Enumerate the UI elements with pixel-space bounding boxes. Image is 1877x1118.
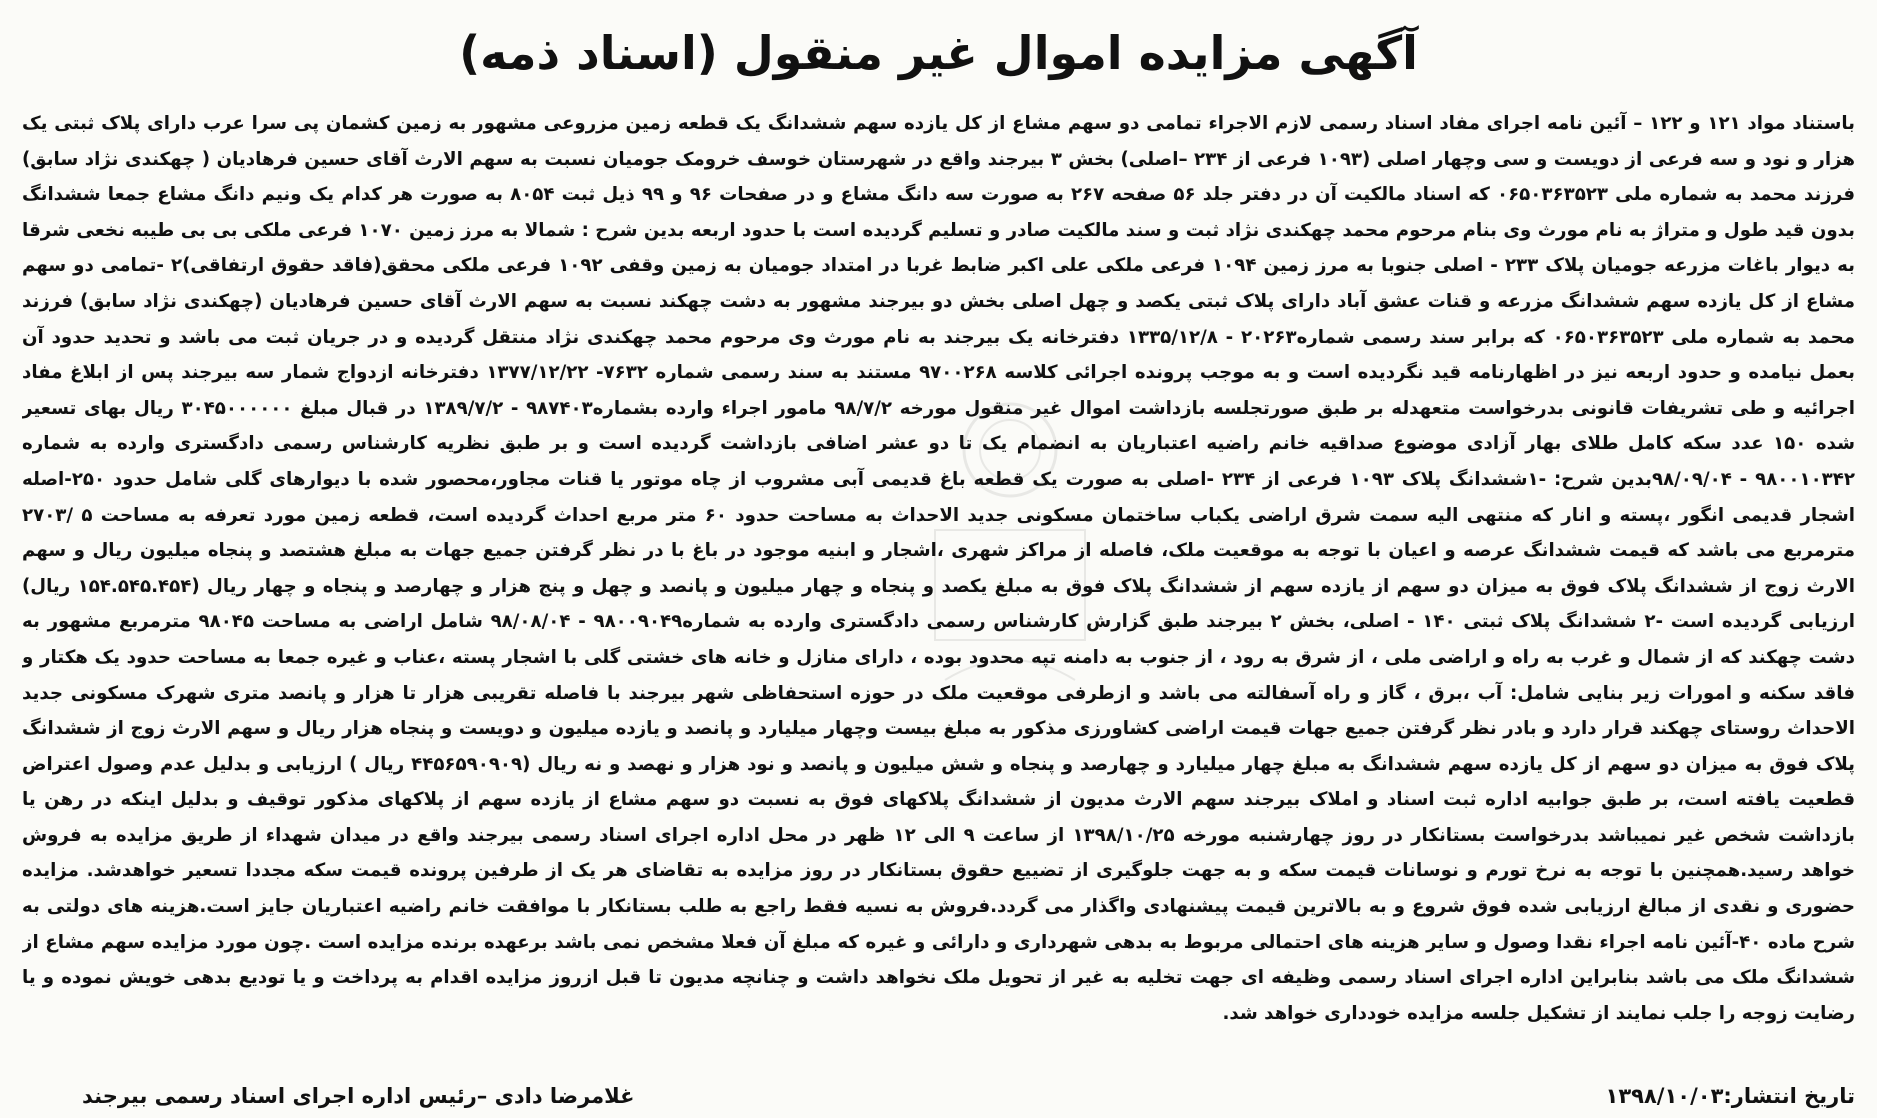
notice-footer <box>22 1078 1855 1114</box>
notice-title: آگهی مزایده اموال غیر منقول (اسناد ذمه) <box>459 26 1418 80</box>
publication-date: تاریخ انتشار:۱۳۹۸/۱۰/۰۳ <box>1605 1084 1855 1108</box>
signatory: غلامرضا دادی –رئیس اداره اجرای اسناد رسمی بیرجند <box>82 1084 635 1108</box>
notice-body: باستناد مواد ۱۲۱ و ۱۲۲ – آئین نامه اجرای مفاد اسناد رسمی لازم الاجراء تمامی دو سهم مشاع از کل یازده سهم ششدانگ یک قطعه زمین مزروعی مشهور به زمین کشمان پی سرا عرب دارای پلاک ثبتی یک هزار و نود و سه فرعی از دویست و سی وچهار اصلی (۱۰۹۳ فرعی از ۲۳۴ –اصلی) بخش ۳ بیرجند واقع در شهرستان خوسف خرومک جومیان نسبت به سهم الارث آقای حسین فرهادیان ( چهکندی نژاد سابق) فرزند محمد به شماره ملی ۰۶۵۰۳۶۳۵۲۳ که اسناد مالکیت آن در دفتر جلد ۵۶ صفحه ۲۶۷ به صورت سه دانگ مشاع و در صفحات ۹۶ و ۹۹ ذیل ثبت ۸۰۵۴ به صورت هر کدام یک ونیم دانگ مشاع جمعا ششدانگ بدون قید طول و متراژ به نام مورث وی بنام مرحوم محمد چهکندی نژاد ثبت و سند مالکیت صادر و تسلیم گردیده است با حدود اربعه بدین شرح : شمالا به مرز زمین ۱۰۷۰ فرعی ملکی بی بی طیبه نخعی شرقا به دیوار باغات مزرعه جومیان پلاک ۲۳۳ - اصلی جنوبا به مرز زمین ۱۰۹۴ فرعی ملکی علی اکبر ضابط غربا در امتداد جومیان به زمین وقفی ۱۰۹۲ فرعی ملکی محقق(فاقد حقوق ارتفاقی)۲ -تمامی دو سهم مشاع از کل یازده سهم ششدانگ مزرعه و قنات عشق آباد دارای پلاک ثبتی یکصد و چهل اصلی بخش دو بیرجند مشهور به دشت چهکند نسبت به سهم الارث آقای حسین فرهادیان (چهکندی نژاد سابق) فرزند محمد به شماره ملی ۰۶۵۰۳۶۳۵۲۳ که برابر سند رسمی شماره۲۰۲۶۳ - ۱۳۳۵/۱۲/۸ دفترخانه یک بیرجند به نام مورث وی مرحوم محمد چهکندی نژاد منتقل گردیده و در جریان ثبت می باشد و تحدید حدود آن بعمل نیامده و حدود اربعه نیز در اظهارنامه قید نگردیده است و به موجب پرونده اجرائی کلاسه ۹۷۰۰۲۶۸ مستند به سند رسمی شماره ۷۶۳۲- ۱۳۷۷/۱۲/۲۲ دفترخانه ازدواج شمار سه بیرجند پس از ابلاغ مفاد اجرائیه و طی تشریفات قانونی بدرخواست متعهدله بر طبق صورتجلسه بازداشت اموال غیر منقول مورخه ۹۸/۷/۲ مامور اجراء وارده بشماره۹۸۷۴۰۳ - ۱۳۸۹/۷/۲ در قبال مبلغ ۳۰۴۵۰۰۰۰۰۰ ریال بهای تسعیر شده ۱۵۰ عدد سکه کامل طلای بهار آزادی موضوع صداقیه خانم راضیه اعتباریان به انضمام یک تا دو عشر اضافی بازداشت گردیده است و بر طبق نظریه کارشناس رسمی دادگستری وارده به شماره ۹۸۰۰۱۰۳۴۲ - ۹۸/۰۹/۰۴بدین شرح: -۱ششدانگ پلاک ۱۰۹۳ فرعی از ۲۳۴ -اصلی به صورت یک قطعه باغ قدیمی آبی مشروب از چاه موتور یا قنات مجاور،محصور شده با دیوارهای گلی شامل حدود ۲۵۰-اصله اشجار قدیمی انگور ،پسته و انار که منتهی الیه سمت شرق اراضی یکباب ساختمان مسکونی جدید الاحداث به مساحت حدود ۶۰ متر مربع احداث گردیده است، قطعه زمین مورد تعرفه به مساحت ۵ /۲۷۰۳ مترمربع می باشد که قیمت ششدانگ عرصه و اعیان با توجه به موقعیت ملک، فاصله از مراکز شهری ،اشجار و ابنیه موجود در باغ با در نظر گرفتن جمیع جهات به مبلغ هشتصد و پنجاه میلیون ریال و سهم الارث زوج از ششدانگ پلاک فوق به میزان دو سهم از یازده سهم از ششدانگ پلاک فوق به مبلغ یکصد و پنجاه و چهار میلیون و پانصد و چهل و پنج هزار و چهارصد و پنجاه و چهار ریال (۱۵۴.۵۴۵.۴۵۴ ریال) ارزیابی گردیده است -۲ ششدانگ پلاک ثبتی ۱۴۰ - اصلی، بخش ۲ بیرجند طبق گزارش کارشناس رسمی دادگستری وارده به شماره۹۸۰۰۹۰۴۹ - ۹۸/۰۸/۰۴ شامل اراضی به مساحت ۹۸۰۴۵ مترمربع مشهور به دشت چهکند که از شمال و غرب به راه و اراضی ملی ، از شرق به رود ، از جنوب به دامنه تپه محدود بوده ، دارای منازل و خانه های خشتی گلی با اشجار پسته ،عناب و غیره جمعا به مساحت حدود یک هکتار و فاقد سکنه و امورات زیر بنایی شامل: آب ،برق ، گاز و راه آسفالته می باشد و ازطرفی موقعیت ملک در حوزه استحفاظی شهر بیرجند با فاصله تقریبی هزار تا هزار و پانصد متری شهرک مسکونی جدید الاحداث روستای چهکند قرار دارد و بادر نظر گرفتن جمیع جهات قیمت اراضی کشاورزی مذکور به مبلغ بیست وچهار میلیارد و پانصد و یازده میلیون و دویست و پنجاه هزار ریال و سهم الارث زوج از ششدانگ پلاک فوق به میزان دو سهم از کل یازده سهم ششدانگ به مبلغ چهار میلیارد و چهارصد و پنجاه و شش میلیون و پانصد و نود هزار و نهصد و نه ریال (۴۴۵۶۵۹۰۹۰۹ ریال ) ارزیابی و بدلیل عدم وصول اعتراض قطعیت یافته است، بر طبق جوابیه اداره ثبت اسناد و املاک بیرجند سهم الارث مدیون از ششدانگ پلاکهای فوق به نسبت دو سهم مشاع از یازده سهم از پلاکهای مذکور توقیف و بدلیل اینکه در رهن یا بازداشت شخص غیر نمیباشد بدرخواست بستانکار در روز چهارشنبه مورخه ۱۳۹۸/۱۰/۲۵ از ساعت ۹ الی ۱۲ ظهر در محل اداره اجرای اسناد رسمی بیرجند واقع در میدان شهداء از طریق مزایده به فروش خواهد رسید.همچنین با توجه به نرخ تورم و نوسانات قیمت سکه و به جهت جلوگیری از تضییع حقوق بستانکار در روز مزایده به تقاضای هر یک از طرفین پرونده قیمت سکه مجددا تسعیر خواهدشد. مزایده حضوری و نقدی از مبالغ ارزیابی شده فوق شروع و به بالاترین قیمت پیشنهادی واگذار می گردد.فروش به نسیه فقط راجع به طلب بستانکار با موافقت خانم راضیه اعتباریان جایز است.هزینه های دولتی به شرح ماده ۴۰-آئین نامه اجراء نقدا وصول و سایر هزینه های احتمالی مربوط به بدهی شهرداری و دارائی و غیره که مبلغ آن فعلا مشخص نمی باشد برعهده برنده مزایده است .چون مورد مزایده سهم مشاع از ششدانگ ملک می باشد بنابراین اداره اجرای اسناد رسمی وظیفه ای جهت تخلیه به غیر از تحویل ملک نخواهد داشت و چنانچه مدیون تا قبل ازروز مزایده اقدام به پرداخت و یا تودیع بدهی خویش نموده و یا رضایت زوجه را جلب نمایند از تشکیل جلسه مزایده خودداری خواهد شد. <box>22 113 1855 1024</box>
